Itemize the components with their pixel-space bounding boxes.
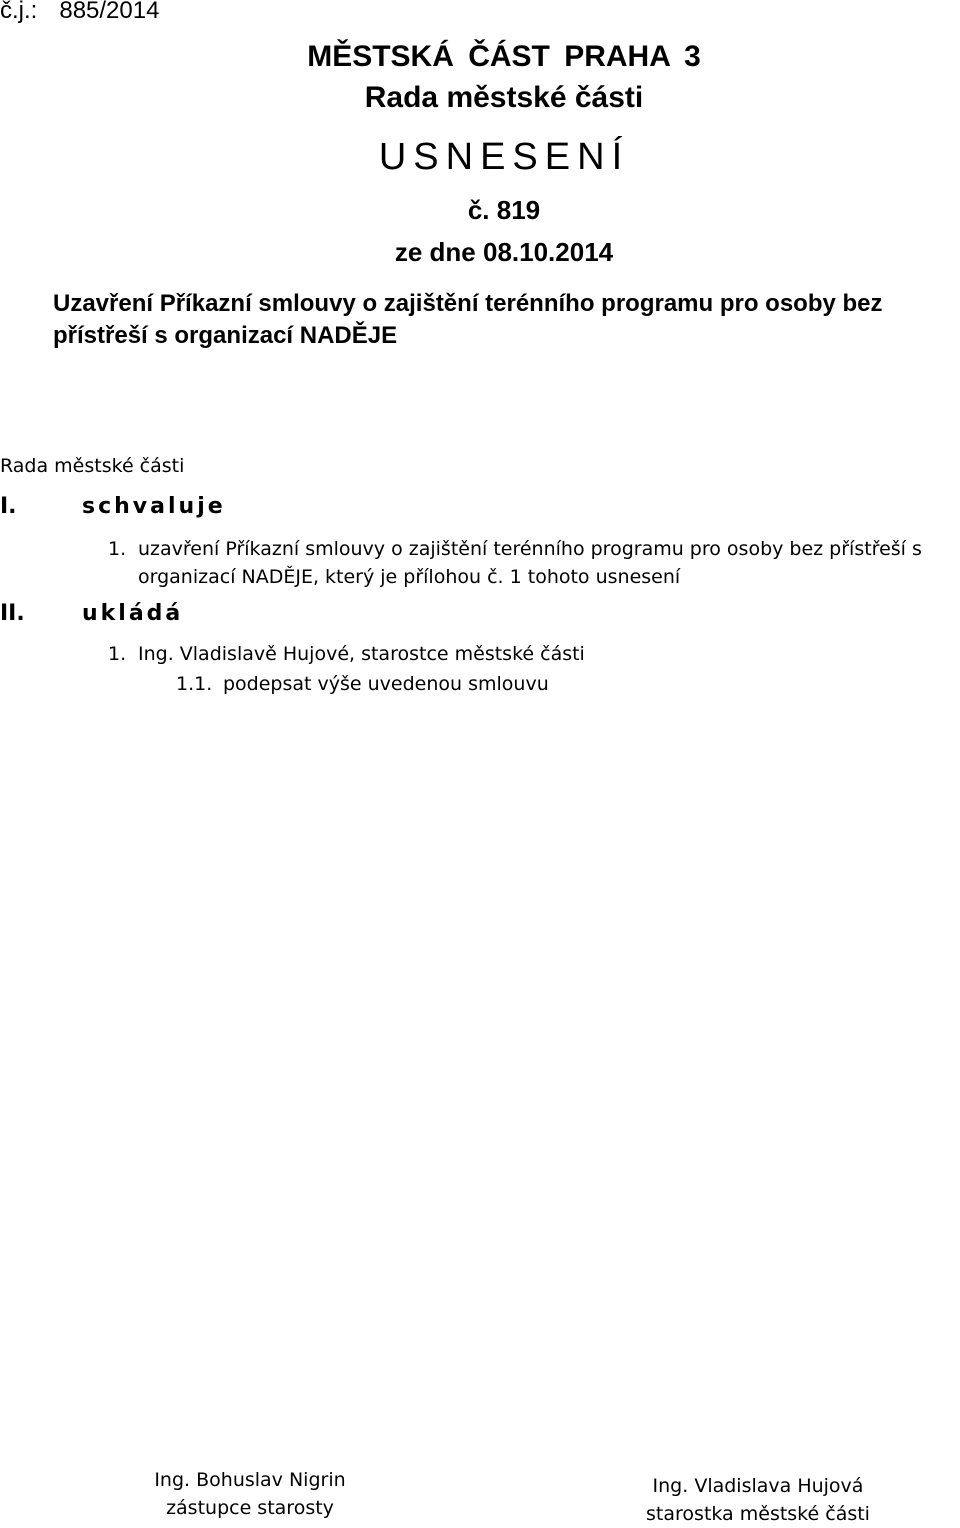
section-1-verb: schvaluje [82,494,226,519]
resolution-subject: Uzavření Příkazní smlouvy o zajištění terénního programu pro osoby bez přístřeší s organizací NADĚJE [53,290,883,349]
signature-deputy-name: Ing. Bohuslav Nigrin [154,1469,346,1491]
section-2-point-1-number: 1. [108,643,127,665]
signature-deputy-role: zástupce starosty [166,1497,334,1519]
resolution-intro: Rada městské části [0,455,185,477]
section-2-subpoint-text: podepsat výše uvedenou smlouvu [223,673,549,695]
section-1-point-1-text: uzavření Příkazní smlouvy o zajištění terénního programu pro osoby bez přístřeší s organizací NADĚJE, který je přílohou č. 1 tohoto usnesení [138,538,922,588]
section-1-number: I. [0,494,17,519]
signature-mayor-role: starostka městské části [646,1503,870,1525]
signature-mayor [608,1472,908,1528]
resolution-number: č. 819 [467,195,541,225]
signature-mayor-name: Ing. Vladislava Hujová [652,1475,864,1497]
council-name: Rada městské části [364,81,644,114]
section-1-point-1-number: 1. [108,538,127,560]
resolution-date: ze dne 08.10.2014 [394,237,614,267]
section-2-subpoint-number: 1.1. [176,673,213,695]
reference-number: 885/2014 [59,0,160,24]
reference-label: č.j.: [0,0,38,24]
reference-line [0,0,159,26]
section-2-verb: ukládá [82,601,184,626]
section-2-number: II. [0,601,25,626]
organization-name: MĚSTSKÁ ČÁST PRAHA 3 [307,40,701,73]
signature-deputy [100,1466,400,1522]
document-type: USNESENÍ [378,136,630,178]
section-2-point-1-text: Ing. Vladislavě Hujové, starostce městské části [138,643,585,665]
